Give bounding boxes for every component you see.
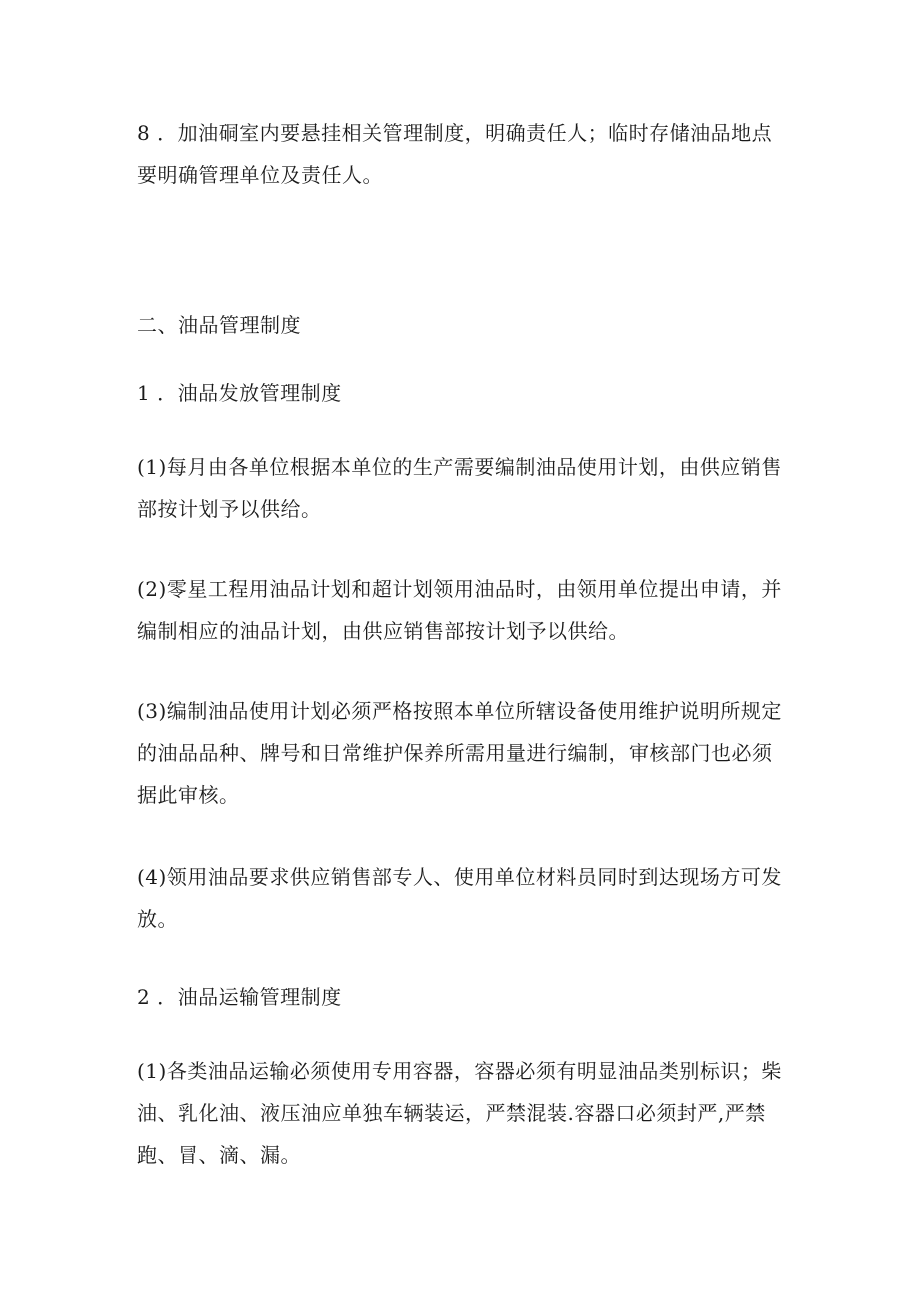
paragraph-1-3: (3)编制油品使用计划必须严格按照本单位所辖设备使用维护说明所规定的油品品种、牌号和日常维护保养所需用量进行编制，审核部门也必须据此审核。 [137,699,782,807]
subsection-heading-2: 2 ．油品运输管理制度 [137,985,342,1009]
paragraph-1-1: (1)每月由各单位根据本单位的生产需要编制油品使用计划，由供应销售部按计划予以供给。 [137,455,782,521]
paragraph-1-2: (2)零星工程用油品计划和超计划领用油品时，由领用单位提出申请，并编制相应的油品计划，由供应销售部按计划予以供给。 [137,577,782,643]
paragraph-item-8: 8 ．加油硐室内要悬挂相关管理制度，明确责任人；临时存储油品地点要明确管理单位及责任人。 [137,121,773,187]
paragraph-1-4: (4)领用油品要求供应销售部专人、使用单位材料员同时到达现场方可发放。 [137,865,782,931]
subsection-heading-1: 1 ．油品发放管理制度 [137,381,342,405]
paragraph-2-1: (1)各类油品运输必须使用专用容器，容器必须有明显油品类别标识；柴油、乳化油、液压油应单独车辆装运，严禁混装.容器口必须封严,严禁跑、冒、滴、漏。 [137,1059,782,1167]
section-heading-2: 二、油品管理制度 [137,313,301,337]
